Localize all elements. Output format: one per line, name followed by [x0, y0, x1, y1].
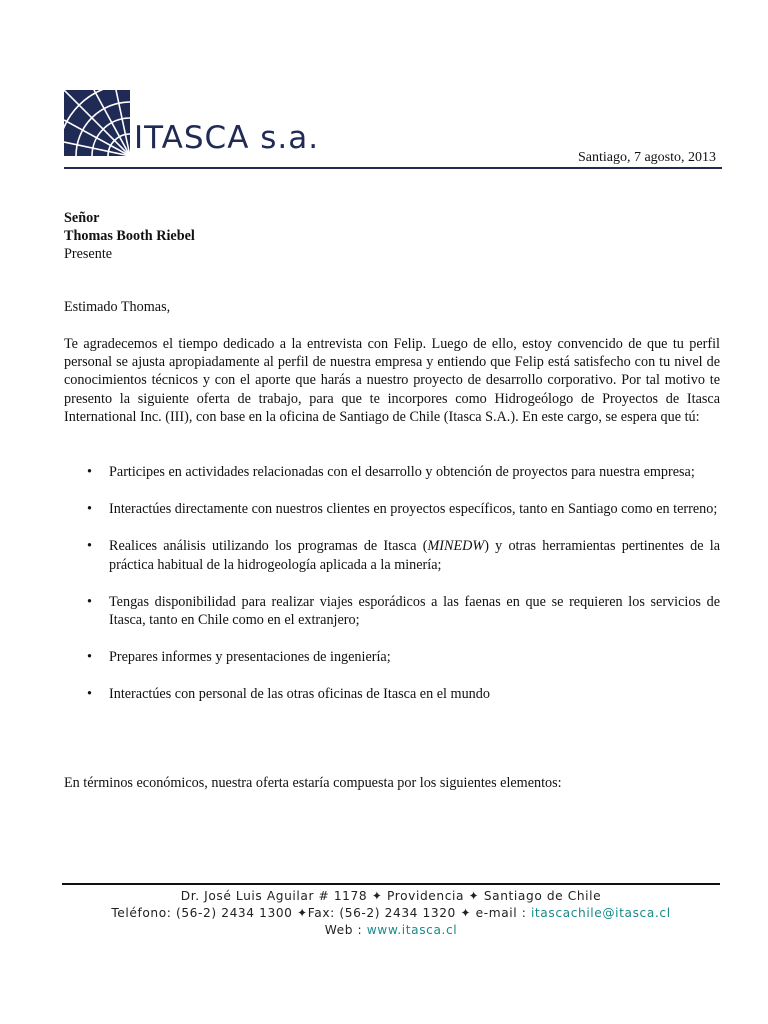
website-link[interactable]: www.itasca.cl [366, 923, 458, 937]
footer-address: Dr. José Luis Aguilar # 1178 ✦ Providencia ✦ Santiago de Chile [180, 889, 602, 903]
addressee-title: Señor [64, 210, 100, 226]
list-item-text-pre: Realices análisis utilizando los programas de Itasca ( [109, 538, 428, 555]
header-divider [64, 167, 722, 169]
list-item [64, 537, 720, 573]
software-name: MINEDW [427, 538, 485, 555]
bullet-icon: • [87, 686, 92, 703]
letter-date: Santiago, 7 agosto, 2013 [577, 150, 716, 165]
bullet-icon: • [87, 464, 92, 480]
footer-phone-fax: Teléfono: (56-2) 2434 1300 ✦Fax: (56-2) 2434 1320 ✦ e-mail : [111, 906, 531, 920]
logo-wordmark: ITASCA s.a. [134, 120, 320, 156]
addressee-presente: Presente [64, 246, 113, 262]
salutation: Estimado Thomas, [64, 299, 171, 315]
list-item [64, 685, 720, 703]
footer-contact [62, 905, 720, 922]
addressee-name: Thomas Booth Riebel [64, 228, 195, 244]
email-link[interactable]: itascachile@itasca.cl [530, 906, 671, 920]
footer-web-label: Web : [324, 923, 367, 937]
bullet-icon: • [87, 649, 92, 666]
list-item-text: Participes en actividades relacionadas con el desarrollo y obtención de proyectos para nuestra empresa; [109, 464, 695, 480]
list-item-text: Tengas disponibilidad para realizar viajes esporádicos a las faenas en que se requieren los servicios de Itasca, tanto en Chile como en el extranjero; [109, 593, 720, 629]
addressee-block [64, 209, 195, 263]
itasca-globe-grid-icon [64, 90, 130, 156]
list-item [64, 593, 720, 629]
list-item [64, 463, 720, 481]
company-logo [64, 90, 324, 162]
list-item-text: Prepares informes y presentaciones de ingeniería; [109, 649, 391, 666]
list-item-text-post: ) y otras herramientas pertinentes de la práctica habitual de la hidrogeología aplicada a la minería; [109, 538, 720, 573]
responsibilities-list [64, 463, 720, 723]
footer-web [62, 922, 720, 939]
bullet-icon: • [87, 538, 92, 555]
closing-paragraph: En términos económicos, nuestra oferta estaría compuesta por los siguientes elementos: [64, 775, 562, 791]
list-item [64, 500, 720, 518]
bullet-icon: • [87, 501, 92, 518]
list-item-text: Interactúes con personal de las otras oficinas de Itasca en el mundo [109, 686, 490, 703]
footer-divider [62, 883, 720, 885]
bullet-icon: • [87, 593, 92, 610]
list-item [64, 648, 720, 666]
letter-footer [62, 888, 720, 939]
intro-paragraph: Te agradecemos el tiempo dedicado a la entrevista con Felip. Luego de ello, estoy convencido de que tu perfil personal se ajusta apropiadamente al perfil de nuestra empresa y entiendo que Felip está satisfecho con tu nivel de conocimientos técnicos y con el aporte que harás a nuestro proyecto de desarrollo corporativo. Por tal motivo te presento la siguiente oferta de trabajo, para que te incorpores como Hidrogeólogo de Proyectos de Itasca International Inc. (III), con base en la oficina de Santiago de Chile (Itasca S.A.). En este cargo, se espera que tú: [64, 336, 720, 425]
list-item-text: Interactúes directamente con nuestros clientes en proyectos específicos, tanto en Santiago como en terreno; [109, 501, 718, 518]
